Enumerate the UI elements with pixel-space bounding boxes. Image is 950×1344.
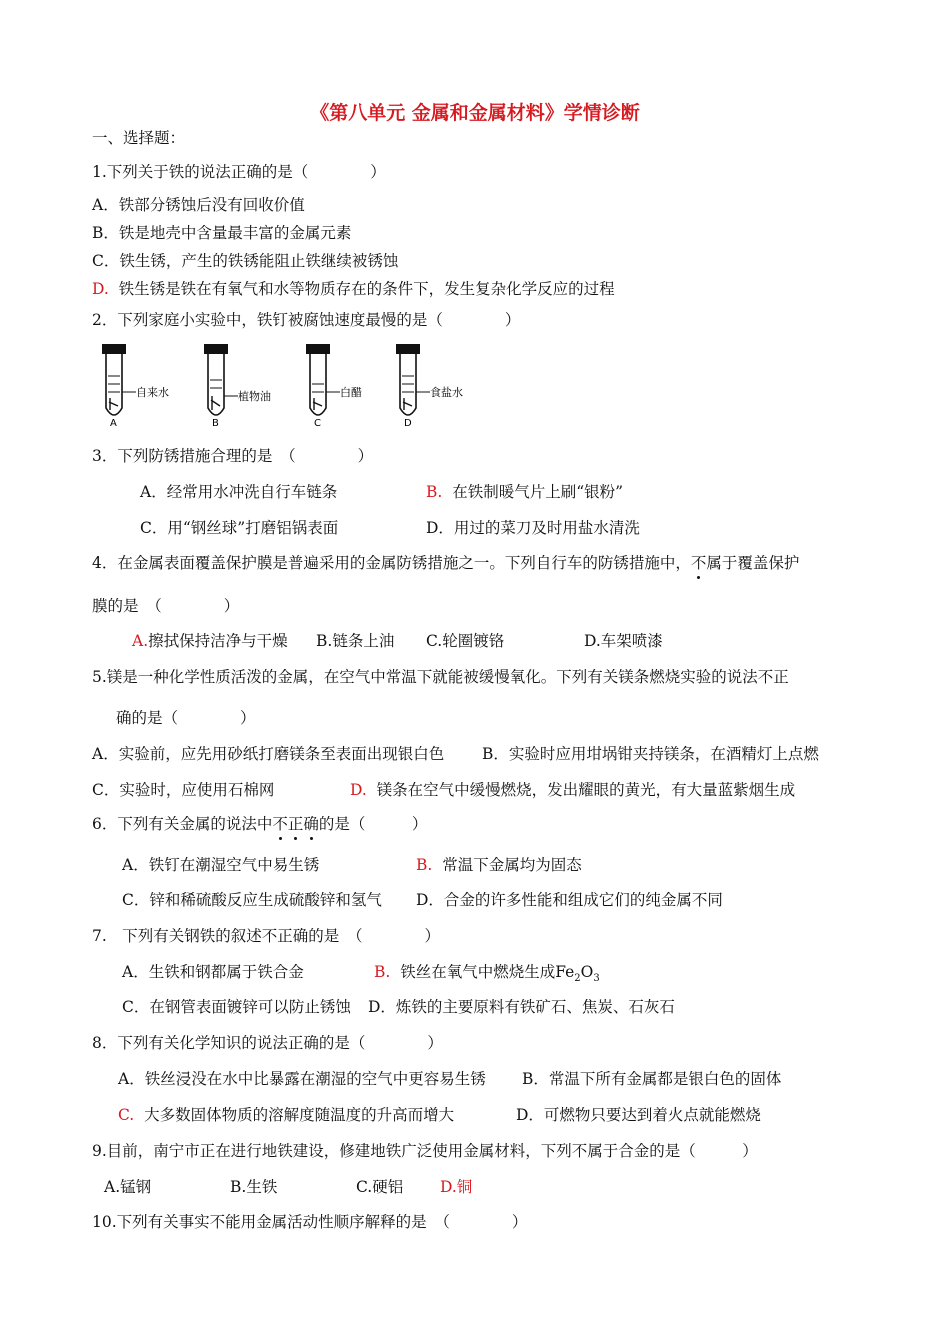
q5-option-b: B．实验时应用坩埚钳夹持镁条，在酒精灯上点燃 — [482, 745, 819, 763]
q5-option-d — [350, 780, 795, 800]
q2-stem: 2．下列家庭小实验中，铁钉被腐蚀速度最慢的是（ ） — [92, 311, 521, 329]
q6-answer-letter: B. — [416, 856, 433, 874]
q4-stem-line2: 膜的是 （ ） — [92, 597, 240, 615]
q5-option-c: C．实验时，应使用石棉网 — [92, 781, 275, 799]
q7-answer-letter: B. — [374, 963, 391, 981]
q5-answer-letter: D. — [350, 781, 367, 799]
tube-b-letter: B — [212, 418, 219, 429]
q1-option-a: A．铁部分锈蚀后没有回收价值 — [92, 196, 305, 214]
q6-option-a: A．铁钉在潮湿空气中易生锈 — [122, 856, 320, 874]
q4-stem-pre: 4．在金属表面覆盖保护膜是普遍采用的金属防锈措施之一。下列自行车的防锈措施中， — [92, 554, 691, 572]
q5-option-a: A．实验前，应先用砂纸打磨镁条至表面出现银白色 — [92, 745, 445, 763]
q9-option-c: C.硬铝 — [356, 1178, 404, 1196]
q3-option-d: D．用过的菜刀及时用盐水清洗 — [426, 519, 640, 537]
tube-a-letter: A — [110, 418, 117, 429]
test-tube-b — [204, 344, 271, 429]
q4-stem — [92, 553, 799, 573]
q4-option-a-text: 擦拭保持洁净与干燥 — [148, 632, 288, 650]
q8-option-d: D．可燃物只要达到着火点就能燃烧 — [516, 1106, 761, 1124]
q4-stem-post: 属于覆盖保护 — [706, 554, 800, 572]
q4-option-c: C.轮圈镀铬 — [426, 632, 505, 650]
q4-answer-letter: A. — [132, 632, 149, 650]
q3-option-b — [426, 482, 623, 502]
q6-emphasis-1: 不 — [272, 815, 288, 833]
q7-option-b: B. 铁丝在氧气中燃烧生成$Fe_2O_3$ — [374, 963, 600, 985]
q8-option-b: B．常温下所有金属都是银白色的固体 — [522, 1070, 782, 1088]
tube-c-letter: C — [314, 418, 321, 429]
q1-option-d-text: 铁生锈是铁在有氧气和水等物质存在的条件下，发生复杂化学反应的过程 — [118, 280, 615, 298]
test-tube-a — [102, 344, 169, 429]
tube-b-label: 植物油 — [238, 390, 271, 403]
q6-stem-post: 的是（ ） — [318, 815, 428, 833]
q8-option-c-text: 大多数固体物质的溶解度随温度的升高而增大 — [144, 1106, 455, 1124]
q4-stem-emphasis: 不 — [691, 554, 707, 572]
q7-option-a: A．生铁和钢都属于铁合金 — [122, 963, 304, 981]
tube-d-letter: D — [404, 418, 412, 429]
q6-stem — [92, 814, 427, 834]
q1-option-d — [92, 279, 615, 299]
tube-d-label: 食盐水 — [430, 386, 463, 399]
q4-option-a — [132, 631, 288, 651]
q9-option-a: A.锰钢 — [104, 1178, 152, 1196]
q5-option-d-text: 镁条在空气中缓慢燃烧，发出耀眼的黄光，有大量蓝紫烟生成 — [376, 781, 796, 799]
q3-option-b-text: 在铁制暖气片上刷“银粉” — [452, 483, 624, 501]
q5-stem: 5.镁是一种化学性质活泼的金属，在空气中常温下就能被缓慢氧化。下列有关镁条燃烧实验的说法不正 — [92, 668, 789, 686]
test-tube-diagram — [96, 340, 486, 430]
q6-emphasis-2: 正 — [288, 815, 304, 833]
q8-answer-letter: C. — [118, 1106, 135, 1124]
q10-stem: 10.下列有关事实不能用金属活动性顺序解释的是 （ ） — [92, 1213, 528, 1231]
q1-option-c: C．铁生锈，产生的铁锈能阻止铁继续被锈蚀 — [92, 252, 399, 270]
q6-option-b — [416, 855, 582, 875]
test-tube-d — [396, 344, 463, 429]
q9-option-d: D.铜 — [440, 1178, 473, 1196]
q4-option-d: D.车架喷漆 — [584, 632, 663, 650]
q6-option-b-text: 常温下金属均为固态 — [442, 856, 582, 874]
section-heading: 一、选择题： — [92, 129, 186, 147]
tube-a-label: 自来水 — [136, 386, 169, 399]
q3-answer-letter: B. — [426, 483, 443, 501]
tube-c-label: 白醋 — [340, 386, 362, 399]
q9-stem: 9.目前，南宁市正在进行地铁建设，修建地铁广泛使用金属材料，下列不属于合金的是（ ） — [92, 1142, 758, 1160]
test-tube-c — [306, 344, 362, 429]
q1-answer-letter: D. — [92, 280, 109, 298]
q4-option-b: B.链条上油 — [316, 632, 395, 650]
q6-option-d: D．合金的许多性能和组成它们的纯金属不同 — [416, 891, 723, 909]
q1-stem: 1.下列关于铁的说法正确的是（ ） — [92, 163, 386, 181]
q3-option-a: A．经常用水冲洗自行车链条 — [140, 483, 338, 501]
q9-option-b: B.生铁 — [230, 1178, 278, 1196]
worksheet-title: 《第八单元 金属和金属材料》学情诊断 — [310, 102, 640, 124]
q3-stem: 3．下列防锈措施合理的是 （ ） — [92, 447, 374, 465]
q1-option-b: B．铁是地壳中含量最丰富的金属元素 — [92, 224, 352, 242]
q6-option-c: C．锌和稀硫酸反应生成硫酸锌和氢气 — [122, 891, 382, 909]
q8-option-c — [118, 1105, 454, 1125]
q6-stem-pre: 6．下列有关金属的说法中 — [92, 815, 273, 833]
q5-stem-line2: 确的是（ ） — [116, 709, 256, 727]
q6-emphasis-3: 确 — [303, 815, 319, 833]
q8-option-a: A．铁丝浸没在水中比暴露在潮湿的空气中更容易生锈 — [118, 1070, 486, 1088]
q3-option-c: C．用“钢丝球”打磨铝锅表面 — [140, 519, 339, 537]
q7-option-d: D．炼铁的主要原料有铁矿石、焦炭、石灰石 — [368, 998, 675, 1016]
q7-stem: 7. 下列有关钢铁的叙述不正确的是 （ ） — [92, 927, 441, 945]
q8-stem: 8．下列有关化学知识的说法正确的是（ ） — [92, 1034, 443, 1052]
q7-option-c: C．在钢管表面镀锌可以防止锈蚀 — [122, 998, 351, 1016]
